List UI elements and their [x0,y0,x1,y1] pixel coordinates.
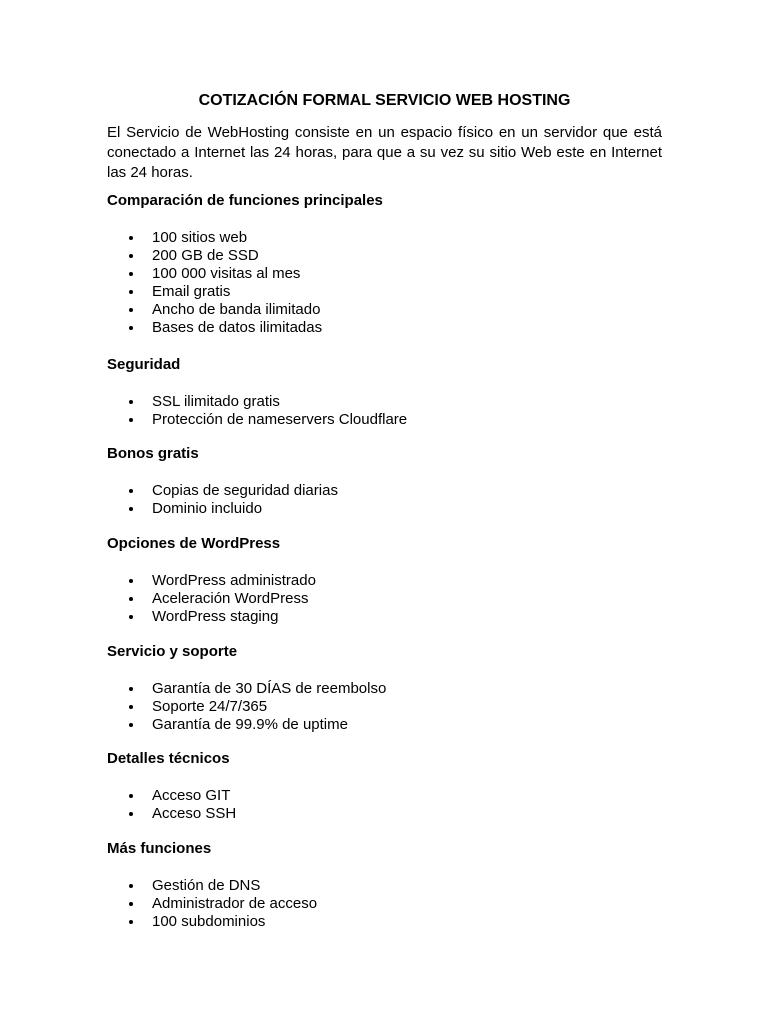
list-item [107,787,662,805]
bullet-icon [129,326,133,330]
list-item-text: Garantía de 99.9% de uptime [152,716,348,733]
list-item-text: Soporte 24/7/365 [152,698,268,715]
list-item-text: SSL ilimitado gratis [152,393,280,410]
bullet-list [107,482,662,518]
bullet-list [107,229,662,337]
bullet-icon [129,597,133,601]
section [107,643,662,734]
list-item-text: Ancho de banda ilimitado [152,301,321,318]
section [107,192,662,337]
list-item-text: Aceleración WordPress [152,590,309,607]
list-item [107,590,662,608]
list-item-text: Dominio incluido [152,500,263,517]
list-item-text: Protección de nameservers Cloudflare [152,411,408,428]
section [107,750,662,823]
list-item [107,895,662,913]
bullet-list [107,787,662,823]
section [107,445,662,518]
document-title: COTIZACIÓN FORMAL SERVICIO WEB HOSTING [198,92,571,109]
bullet-list [107,680,662,734]
list-item [107,247,662,265]
list-item [107,393,662,411]
list-item [107,265,662,283]
list-item [107,608,662,626]
bullet-list [107,877,662,931]
bullet-list [107,572,662,626]
list-item-text: Copias de seguridad diarias [152,482,338,499]
section [107,535,662,626]
list-item-text: 200 GB de SSD [152,247,259,264]
section-heading: Detalles técnicos [107,750,230,767]
bullet-icon [129,489,133,493]
list-item-text: Administrador de acceso [152,895,318,912]
list-item [107,500,662,518]
list-item-text: Garantía de 30 DÍAS de reembolso [152,680,387,697]
section-heading: Servicio y soporte [107,643,238,660]
bullet-icon [129,236,133,240]
section-heading: Más funciones [107,840,212,857]
list-item [107,877,662,895]
list-item [107,805,662,823]
bullet-icon [129,615,133,619]
section-heading: Bonos gratis [107,445,199,462]
bullet-icon [129,687,133,691]
list-item [107,913,662,931]
list-item-text: 100 subdominios [152,913,266,930]
list-item [107,572,662,590]
list-item-text: 100 sitios web [152,229,248,246]
list-item-text: Gestión de DNS [152,877,261,894]
list-item [107,301,662,319]
list-item [107,482,662,500]
bullet-icon [129,812,133,816]
list-item [107,716,662,734]
list-item-text: Acceso SSH [152,805,237,822]
section [107,840,662,931]
bullet-icon [129,884,133,888]
list-item-text: Bases de datos ilimitadas [152,319,323,336]
section [107,356,662,429]
bullet-icon [129,705,133,709]
section-heading: Opciones de WordPress [107,535,281,552]
bullet-icon [129,400,133,404]
list-item-text: Acceso GIT [152,787,231,804]
bullet-icon [129,418,133,422]
bullet-icon [129,254,133,258]
bullet-icon [129,507,133,511]
list-item-text: Email gratis [152,283,231,300]
list-item [107,680,662,698]
bullet-icon [129,723,133,727]
bullet-icon [129,920,133,924]
bullet-icon [129,902,133,906]
list-item [107,411,662,429]
list-item-text: 100 000 visitas al mes [152,265,301,282]
list-item [107,319,662,337]
bullet-list [107,393,662,429]
list-item [107,283,662,301]
bullet-icon [129,290,133,294]
bullet-icon [129,272,133,276]
intro-paragraph: El Servicio de WebHosting consiste en un espacio físico en un servidor que está conectado a Internet las 24 horas, para que a su vez su sitio Web este en Internet las 24 horas. [107,124,662,181]
section-heading: Seguridad [107,356,181,373]
bullet-icon [129,308,133,312]
list-item [107,229,662,247]
list-item [107,698,662,716]
section-heading: Comparación de funciones principales [107,192,383,209]
list-item-text: WordPress administrado [152,572,316,589]
bullet-icon [129,794,133,798]
bullet-icon [129,579,133,583]
list-item-text: WordPress staging [152,608,279,625]
